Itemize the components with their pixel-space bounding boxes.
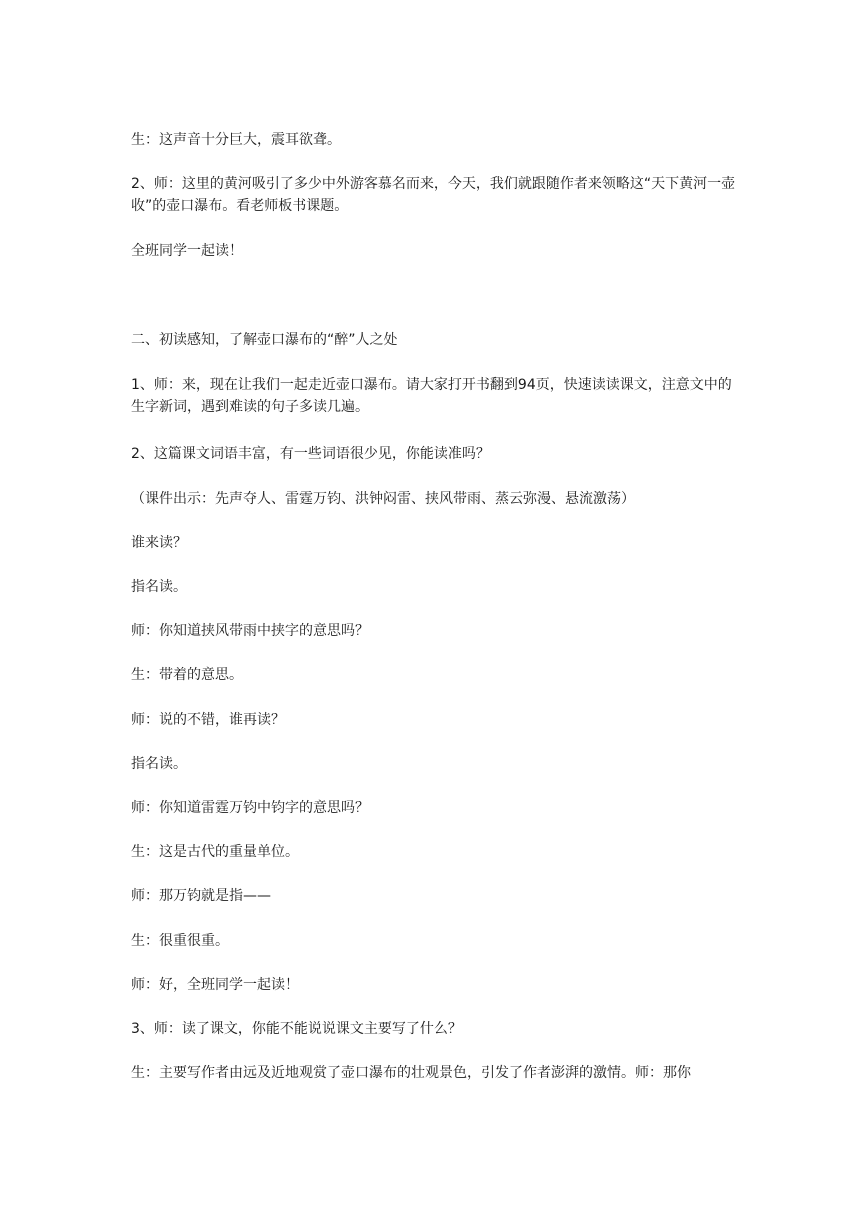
paragraph-vocabulary-question: 2、这篇课文词语丰富，有一些词语很少见，你能读准吗？ [131, 446, 490, 462]
paragraph-student-xie-answer: 生：带着的意思。 [131, 667, 243, 683]
paragraph-class-read-together: 全班同学一起读！ [131, 243, 243, 259]
paragraph-student-summary: 生：主要写作者由远及近地观赏了壶口瀑布的壮观景色，引发了作者澎湃的激情。师：那你 [131, 1065, 691, 1081]
paragraph-teacher-xie-question: 师：你知道挟风带雨中挟字的意思吗？ [131, 623, 369, 639]
section-heading-first-reading: 二、初读感知，了解壶口瀑布的“醉”人之处 [131, 332, 398, 348]
paragraph-teacher-read-all: 师：好，全班同学一起读！ [131, 977, 299, 993]
paragraph-teacher-praise: 师：说的不错，谁再读？ [131, 712, 285, 728]
paragraph-teacher-summary-question: 3、师：读了课文，你能不能说说课文主要写了什么？ [131, 1021, 462, 1037]
paragraph-teacher-jun-question: 师：你知道雷霆万钧中钧字的意思吗？ [131, 800, 369, 816]
paragraph-student-jun-answer: 生：这是古代的重量单位。 [131, 844, 299, 860]
paragraph-teacher-wanjun: 师：那万钧就是指—— [131, 888, 271, 904]
paragraph-student-answer-sound: 生：这声音十分巨大，震耳欲聋。 [131, 132, 341, 148]
paragraph-teacher-intro-title: 2、师：这里的黄河吸引了多少中外游客慕名而来，今天，我们就跟随作者来领略这“天下黄河一壶收”的壶口瀑布。看老师板书课题。 [131, 176, 736, 214]
paragraph-named-reading-2: 指名读。 [131, 756, 187, 772]
paragraph-courseware-words: （课件出示：先声夺人、雷霆万钧、洪钟闷雷、挟风带雨、蒸云弥漫、悬流激荡） [131, 491, 635, 507]
paragraph-who-reads: 谁来读？ [131, 535, 187, 551]
paragraph-named-reading: 指名读。 [131, 579, 187, 595]
paragraph-open-book: 1、师：来，现在让我们一起走近壶口瀑布。请大家打开书翻到94页，快速读读课文，注意文中的生字新词，遇到难读的句子多读几遍。 [131, 377, 732, 415]
paragraph-student-heavy: 生：很重很重。 [131, 933, 229, 949]
